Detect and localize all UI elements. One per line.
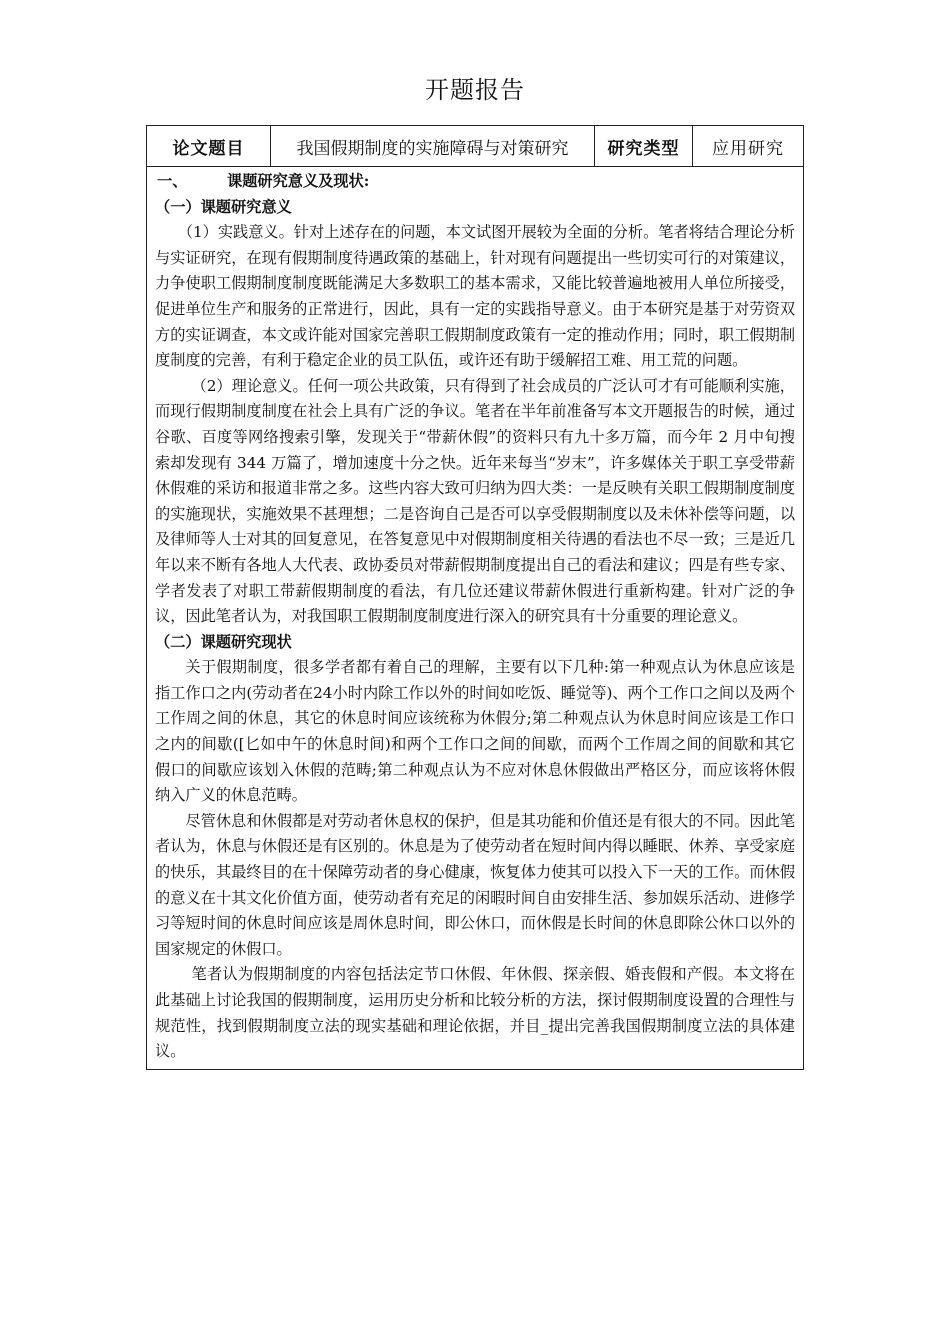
topic-value: 我国假期制度的实施障碍与对策研究 bbox=[271, 126, 595, 166]
type-label: 研究类型 bbox=[595, 126, 693, 166]
form-body bbox=[147, 167, 803, 1069]
subsection-heading-significance: （一）课题研究意义 bbox=[155, 197, 292, 216]
document-title: 开题报告 bbox=[425, 76, 525, 104]
section-heading bbox=[157, 169, 795, 195]
section-number: 一、 bbox=[157, 172, 188, 190]
subsection-heading-status: （二）课题研究现状 bbox=[155, 632, 292, 651]
paragraph-status-scope: 笔者认为假期制度的内容包括法定节口休假、年休假、探亲假、婚丧假和产假。本文将在此基础上讨论我国的假期制度，运用历史分析和比较分析的方法，探讨假期制度设置的合理性与规范性，找到假期制度立法的现实基础和理论依据，并目_提出完善我国假期制度立法的具体建议。 bbox=[155, 965, 795, 1061]
paragraph-practical-significance: （1）实践意义。针对上述存在的问题，本文试图开展较为全面的分析。笔者将结合理论分析与实证研究，在现有假期制度待遇政策的基础上，针对现有问题提出一些切实可行的对策建议，力争使职工假期制度制度既能满足大多数职工的基本需求，又能比较普遍地被用人单位所接受，促进单位生产和服务的正常进行，因此，具有一定的实践指导意义。由于本研究是基于对劳资双方的实证调查，本文或许能对国家完善职工假期制度政策有一定的推动作用；同时，职工假期制度制度的完善，有利于稳定企业的员工队伍，或许还有助于缓解招工难、用工荒的问题。 bbox=[155, 223, 795, 370]
section-title: 课题研究意义及现状: bbox=[227, 172, 370, 190]
topic-label: 论文题目 bbox=[147, 126, 271, 166]
paragraph-theoretical-significance: （2）理论意义。任何一项公共政策，只有得到了社会成员的广泛认可才有可能顺利实施，而现行假期制度制度在社会上具有广泛的争议。笔者在半年前准备写本文开题报告的时候，通过谷歌、百度等网络搜索引擎，发现关于“带薪休假”的资料只有九十多万篇，而今年 2 月中旬搜索却发现有 344 万篇了，增加速度十分之快。近年来每当“岁末”，许多媒体关于职工享受带薪休假难的采访和报道非常之多。这些内容大致可归纳为四大类：一是反映有关职工假期制度制度的实施现状，实施效果不甚理想；二是咨询自己是否可以享受假期制度以及未休补偿等问题，以及律师等人士对其的回复意见，在答复意见中对假期制度相关待遇的看法也不尽一致；三是近几年以来不断有各地人大代表、政协委员对带薪假期制度提出自己的看法和建议；四是有些专家、学者发表了对职工带薪假期制度的看法，有几位还建议带薪休假进行重新构建。针对广泛的争议，因此笔者认为，对我国职工假期制度制度进行深入的研究具有十分重要的理论意义。 bbox=[155, 376, 795, 626]
proposal-form bbox=[146, 125, 804, 1070]
type-value: 应用研究 bbox=[712, 138, 784, 159]
paragraph-status-distinction: 尽管休息和休假都是对劳动者休息权的保护，但是其功能和价值还是有很大的不同。因此笔者认为，休息与休假还是有区别的。休息是为了使劳动者在短时间内得以睡眠、休养、享受家庭的快乐，其最终目的在十保障劳动者的身心健康，恢复体力使其可以投入下一天的工作。而休假的意义在十其文化价值方面，使劳动者有充足的闲暇时间自由安排生活、参加娱乐活动、进修学习等短时间的休息时间应该是周休息时间，即公休口，而休假是长时间的休息即除公休口以外的国家规定的休假口。 bbox=[155, 811, 795, 958]
form-header-row bbox=[147, 126, 803, 167]
paragraph-status-views: 关于假期制度，很多学者都有着自己的理解，主要有以下几种:第一种观点认为休息应该是指工作口之内(劳动者在24小时内除工作以外的时间如吃饭、睡觉等)、两个工作口之间以及两个工作周之间的休息，其它的休息时间应该统称为休假分;第二种观点认为休息时间应该是工作口之内的间歇([匕如中午的休息时间)和两个工作口之间的间歇，而两个工作周之间的间歇和其它假口的间歇应该划入休假的范畴;第二种观点认为不应对休息休假做出严格区分，而应该将休假纳入广义的休息范畴。 bbox=[155, 658, 795, 805]
